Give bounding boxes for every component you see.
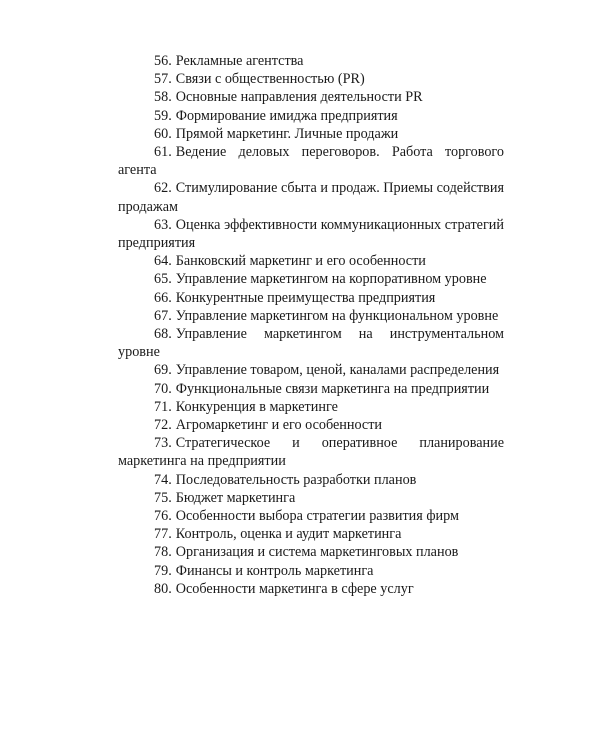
list-item (118, 471, 504, 489)
list-item (118, 52, 504, 70)
item-number: 62. (154, 180, 172, 197)
item-text: Управление маркетингом на инструментальном уровне (118, 326, 504, 361)
item-number: 79. (154, 562, 172, 579)
item-text: Стратегическое и оперативное планирование маркетинга на предприятии (118, 435, 504, 470)
item-text: Конкурентные преимущества предприятия (175, 289, 436, 306)
list-item (118, 361, 504, 379)
list-item (118, 143, 504, 179)
item-text: Связи с общественностью (PR) (175, 71, 365, 88)
item-number: 80. (154, 580, 172, 597)
item-text: Управление маркетингом на корпоративном уровне (175, 271, 487, 288)
item-text: Прямой маркетинг. Личные продажи (175, 125, 399, 142)
item-text: Рекламные агентства (175, 53, 304, 69)
list-item (118, 416, 504, 434)
item-text: Последовательность разработки планов (175, 471, 417, 488)
list-item (118, 434, 504, 470)
item-text: Управление маркетингом на функциональном уровне (175, 307, 499, 324)
item-number: 76. (154, 508, 172, 525)
item-text: Особенности выбора стратегии развития фирм (175, 508, 459, 525)
list-item (118, 252, 504, 270)
item-text: Организация и система маркетинговых планов (175, 544, 459, 561)
list-item (118, 543, 504, 561)
item-number: 66. (154, 289, 172, 306)
item-text: Оценка эффективности коммуникационных стратегий предприятия (118, 216, 504, 252)
list-item (118, 562, 504, 580)
list-item (118, 507, 504, 525)
list-item (118, 380, 504, 398)
item-number: 57. (154, 71, 172, 88)
item-number: 72. (154, 417, 172, 434)
item-number: 73. (154, 435, 172, 452)
list-item (118, 398, 504, 416)
item-number: 61. (154, 144, 172, 161)
question-list (118, 52, 504, 598)
item-text: Основные направления деятельности PR (175, 89, 423, 106)
item-number: 67. (154, 307, 172, 324)
list-item (118, 179, 504, 215)
list-item (118, 307, 504, 325)
item-number: 63. (154, 216, 172, 233)
list-item (118, 107, 504, 125)
list-item (118, 270, 504, 288)
item-number: 60. (154, 125, 172, 142)
list-item (118, 216, 504, 252)
list-item (118, 325, 504, 361)
item-text: Бюджет маркетинга (175, 489, 296, 506)
item-number: 78. (154, 544, 172, 561)
item-text: Ведение деловых переговоров. Работа торгового агента (118, 144, 504, 179)
item-number: 64. (154, 253, 172, 270)
item-text: Финансы и контроль маркетинга (175, 562, 374, 579)
item-text: Стимулирование сбыта и продаж. Приемы содействия продажам (118, 180, 504, 215)
list-item (118, 289, 504, 307)
item-number: 71. (154, 398, 172, 415)
item-number: 56. (154, 53, 172, 69)
item-number: 74. (154, 471, 172, 488)
item-number: 75. (154, 489, 172, 506)
item-number: 58. (154, 89, 172, 106)
item-number: 69. (154, 362, 172, 379)
item-text: Управление товаром, ценой, каналами распределения (175, 362, 500, 379)
item-text: Агромаркетинг и его особенности (175, 417, 383, 434)
item-text: Контроль, оценка и аудит маркетинга (175, 526, 402, 543)
item-text: Конкуренция в маркетинге (175, 398, 338, 415)
list-item (118, 489, 504, 507)
item-number: 70. (154, 380, 172, 397)
item-text: Особенности маркетинга в сфере услуг (175, 580, 414, 597)
item-number: 59. (154, 107, 172, 124)
list-item (118, 70, 504, 88)
item-text: Функциональные связи маркетинга на предприятии (175, 380, 490, 397)
list-item (118, 525, 504, 543)
list-item (118, 580, 504, 598)
list-item (118, 125, 504, 143)
item-number: 77. (154, 526, 172, 543)
list-item (118, 88, 504, 106)
item-number: 68. (154, 326, 172, 343)
item-text: Банковский маркетинг и его особенности (175, 253, 426, 270)
item-number: 65. (154, 271, 172, 288)
item-text: Формирование имиджа предприятия (175, 107, 398, 124)
